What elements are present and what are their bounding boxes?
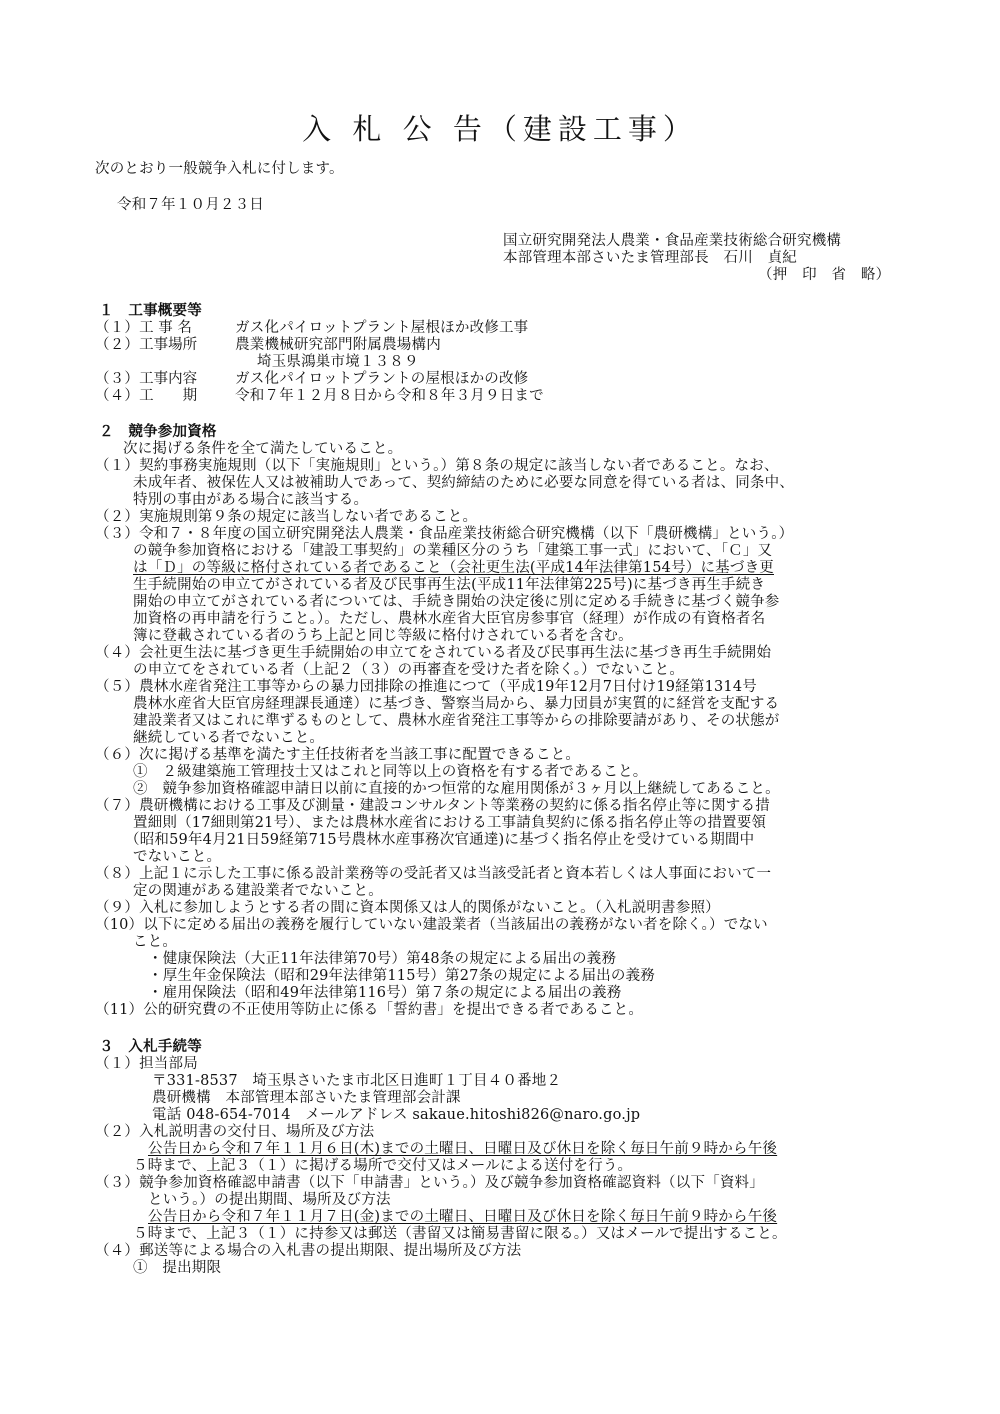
s2-line: 農林水産省大臣官房経理課長通達）に基づき、警察当局から、暴力団員が実質的に経営を支配する <box>133 696 780 712</box>
s2-line: （２）実施規則第９条の規定に該当しない者であること。 <box>95 509 478 525</box>
s2-line: （３）令和７・８年度の国立研究開発法人農業・食品産業技術総合研究機構（以下「農研機構」という。） <box>95 526 794 542</box>
s2-line: ・健康保険法（大正11年法律第70号）第48条の規定による届出の義務 <box>148 951 617 967</box>
item-number: （１） <box>95 320 140 336</box>
s2-line: の申立てをされている者（上記２（３）の再審査を受けた者を除く。）でないこと。 <box>133 662 685 678</box>
issuer-org: 国立研究開発法人農業・食品産業技術総合研究機構 <box>503 233 842 249</box>
s2-line: 加資格の再申請を行うこと。）。ただし、農林水産省大臣官房参事官（経理）が作成の有資格者名 <box>133 611 766 627</box>
s2-line: 次に掲げる条件を全て満たしていること。 <box>123 441 403 457</box>
s2-line: 簿に登載されている者のうち上記と同じ等級に格付けされている者を含む。 <box>133 628 633 644</box>
s3-line: 〒331-8537 埼玉県さいたま市北区日進町１丁目４０番地２ <box>152 1073 562 1089</box>
s2-line: （10）以下に定める届出の義務を履行していない建設業者（当該届出の義務がない者を除く。）でない <box>95 917 768 933</box>
section-1-heading: １ 工事概要等 <box>99 302 202 319</box>
s1-item <box>95 336 441 354</box>
s2-line: （１）契約事務実施規則（以下「実施規則」という。）第８条の規定に該当しない者であること。なお、 <box>95 458 779 474</box>
notice-date: 令和７年１０月２３日 <box>117 197 264 213</box>
item-value: ガス化パイロットプラントの屋根ほかの改修 <box>235 371 529 387</box>
s2-line: ① ２級建築施工管理技士又はこれと同等以上の資格を有する者であること。 <box>133 764 648 780</box>
item-label: 工事場所 <box>139 337 198 353</box>
issuer-position: 本部管理本部さいたま管理部長 石川 貞紀 <box>503 250 797 266</box>
s2-line: （４）会社更生法に基づき更生手続開始の申立てをされている者及び民事再生法に基づき再生手続開始 <box>95 645 772 661</box>
s1-item-address: 埼玉県鴻巣市境１３８９ <box>257 354 419 370</box>
s2-line: （５）農林水産省発注工事等からの暴力団排除の推進につて（平成19年12月7日付け19経第1314号 <box>95 679 757 695</box>
s3-line: という。）の提出期間、場所及び方法 <box>148 1192 391 1208</box>
s2-line: 未成年者、被保佐人又は被補助人であって、契約締結のために必要な同意を得ている者は、同条中、 <box>133 475 795 491</box>
s2-line: は「Ｄ」の等級に格付されている者であること（会社更生法(平成14年法律第154号）に基づき更 <box>133 560 774 576</box>
section-2-heading: ２ 競争参加資格 <box>99 423 217 440</box>
s2-line: 置細則（17細則第21号）、または農林水産省における工事請負契約に係る指名停止等の措置要領 <box>133 815 767 831</box>
seal-omitted: （押 印 省 略） <box>758 267 891 283</box>
s2-line: の競争参加資格における「建設工事契約」の業種区分のうち「建築工事一式」において、「Ｃ」又 <box>133 543 773 559</box>
s1-item <box>95 370 528 388</box>
s2-line: 定の関連がある建設業者でないこと。 <box>133 883 383 899</box>
intro-text: 次のとおり一般競争入札に付します。 <box>95 161 344 177</box>
s2-line: 開始の申立てがされている者については、手続き開始の決定後に別に定める手続きに基づく競争参 <box>133 594 780 610</box>
item-number: （２） <box>95 337 140 353</box>
item-number: （３） <box>95 371 140 387</box>
s3-line: ① 提出期限 <box>133 1260 222 1276</box>
s2-line: 継続している者でないこと。 <box>133 730 325 746</box>
s3-line: （４）郵送等による場合の入札書の提出期限、提出場所及び方法 <box>95 1243 522 1259</box>
s2-line: （11）公的研究費の不正使用等防止に係る「誓約書」を提出できる者であること。 <box>95 1002 644 1018</box>
page-title: 入 札 公 告（建設工事） <box>302 112 698 146</box>
s2-line: （８）上記１に示した工事に係る設計業務等の受託者又は当該受託者と資本若しくは人事面において一 <box>95 866 772 882</box>
s2-line: こと。 <box>133 934 178 950</box>
s3-line: （３）競争参加資格確認申請書（以下「申請書」という。）及び競争参加資格確認資料（以下「資料」 <box>95 1175 764 1191</box>
s2-line: ・雇用保険法（昭和49年法律第116号）第７条の規定による届出の義務 <box>148 985 622 1001</box>
s2-line: （昭和59年4月21日59経第715号農林水産事務次官通達)に基づく指名停止を受けている期間中 <box>125 832 755 848</box>
item-value: 農業機械研究部門附属農場構内 <box>235 337 441 353</box>
s2-line: ・厚生年金保険法（昭和29年法律第115号）第27条の規定による届出の義務 <box>148 968 655 984</box>
item-value: ガス化パイロットプラント屋根ほか改修工事 <box>235 320 529 336</box>
item-value: 令和７年１２月８日から令和８年３月９日まで <box>235 388 544 404</box>
s2-line: 特別の事由がある場合に該当する。 <box>133 492 369 508</box>
s2-line: 建設業者又はこれに準ずるものとして、農林水産省発注工事等からの排除要請があり、その状態が <box>133 713 780 729</box>
s2-line: でないこと。 <box>133 849 222 865</box>
s2-line: （７）農研機構における工事及び測量・建設コンサルタント等業務の契約に係る指名停止等に関する措 <box>95 798 770 814</box>
s3-line: 農研機構 本部管理本部さいたま管理部会計課 <box>152 1090 461 1106</box>
s3-line: （１）担当部局 <box>95 1056 198 1072</box>
s3-line: ５時まで、上記３（１）に持参又は郵送（書留又は簡易書留に限る。）又はメールで提出すること。 <box>133 1226 787 1242</box>
s2-line: ② 競争参加資格確認申請日以前に直接的かつ恒常的な雇用関係が３ヶ月以上継続してあること。 <box>133 781 780 797</box>
s2-line: （９）入札に参加しようとする者の間に資本関係又は人的関係がないこと。（入札説明書参照） <box>95 900 720 916</box>
s2-line: （６）次に掲げる基準を満たす主任技術者を当該工事に配置できること。 <box>95 747 581 763</box>
s3-line: ５時まで、上記３（１）に掲げる場所で交付又はメールによる送付を行う。 <box>133 1158 633 1174</box>
s3-line: 公告日から令和７年１１月７日(金)までの土曜日、日曜日及び休日を除く毎日午前９時から午後 <box>148 1209 778 1225</box>
s1-item <box>95 387 544 405</box>
s1-item <box>95 319 528 337</box>
item-label: 工 期 <box>139 388 198 404</box>
section-3-heading: ３ 入札手続等 <box>99 1038 202 1055</box>
s3-line: 電話 048-654-7014 メールアドレス sakaue.hitoshi826@naro.go.jp <box>152 1107 641 1123</box>
s3-line: 公告日から令和７年１１月６日(木)までの土曜日、日曜日及び休日を除く毎日午前９時から午後 <box>148 1141 778 1157</box>
item-label: 工事内容 <box>139 371 198 387</box>
s2-line: 生手続開始の申立てがされている者及び民事再生法(平成11年法律第225号)に基づき再生手続き <box>133 577 766 593</box>
item-label: 工 事 名 <box>139 320 192 336</box>
item-number: （４） <box>95 388 140 404</box>
s3-line: （２）入札説明書の交付日、場所及び方法 <box>95 1124 375 1140</box>
